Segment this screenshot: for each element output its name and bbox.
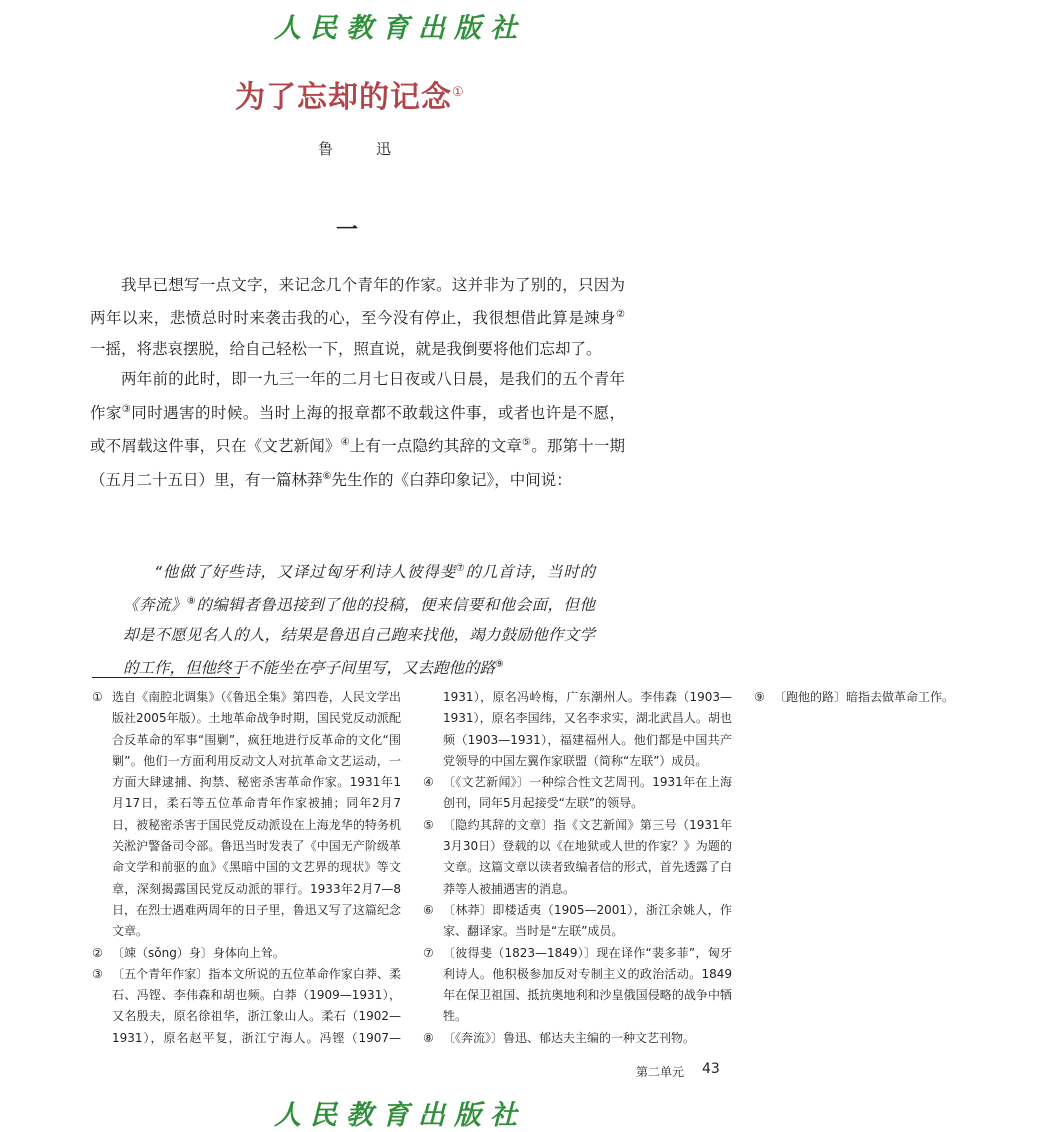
text-run: “他做了好些诗，又译过匈牙利诗人彼得斐 xyxy=(154,563,456,582)
article-title-text: 为了忘却的记念 xyxy=(235,80,452,115)
footnote-ref: ⑥ xyxy=(322,470,332,482)
footnote-item xyxy=(92,687,401,943)
footnote-divider xyxy=(92,677,240,678)
footnote-item xyxy=(423,772,732,815)
footnote-ref: ⑧ xyxy=(186,596,197,608)
footnote-text: 〔隐约其辞的文章〕指《文艺新闻》第三号（1931年3月30日）登载的以《在地狱或人世的作家？》为题的文章。这篇文章以读者致编者信的形式，首先透露了白莽等人被捕遇害的消息。 xyxy=(443,817,732,896)
footnote-ref: ② xyxy=(616,309,625,321)
footnote-marker: ① xyxy=(92,690,103,704)
footnote-item xyxy=(423,1028,732,1049)
paragraph xyxy=(90,270,625,364)
footnote-ref: ⑦ xyxy=(455,563,466,574)
footnote-marker: ⑤ xyxy=(423,817,434,832)
footnote-text: 〔五个青年作家〕指本文所说的五位革命作家白莽、柔石、冯铿、李伟森和胡也频。白莽（1909—1931），又名殷夫，原名徐祖华，浙江象山人。柔石（1902—1931），原名赵平复，浙江宁海人。冯铿（1907—1931），原名冯岭梅，广东潮州人。李伟森（1903—1931），原名李国纬，又名李求实，湖北武昌人。胡也频（1903—1931），福建福州人。他们都是中国共产党领导的中国左翼作家联盟（简称“左联”）成员。 xyxy=(112,690,732,1045)
article-title xyxy=(235,72,465,116)
title-footnote-ref: ① xyxy=(452,85,465,100)
footnote-marker: ⑦ xyxy=(423,945,434,960)
footnote-marker: ② xyxy=(92,945,103,960)
footnote-text: 〔彼得斐（1823—1849）〕现在译作“裴多菲”，匈牙利诗人。他积极参加反对专制主义的政治活动。1849年在保卫祖国、抵抗奥地利和沙皇俄国侵略的战争中牺牲。 xyxy=(443,945,732,1024)
text-run: 的几首诗，当时的《奔流》 xyxy=(123,563,595,615)
unit-label: 第二单元 xyxy=(636,1065,685,1079)
section-number: 一 xyxy=(336,217,359,243)
footnote-text: 选自《南腔北调集》（《鲁迅全集》第四卷，人民文学出版社2005年版）。土地革命战争时期，国民党反动派配合反革命的军事“围剿”，疯狂地进行反革命的文化“围剿”。他们一方面利用反动文人对抗革命文艺运动，一方面大肆逮捕、拘禁、秘密杀害革命作家。1931年1月17日，柔石等五位革命青年作家被捕；同年2月7日，被秘密杀害于国民党反动派设在上海龙华的特务机关淞沪警备司令部。鲁迅当时发表了《中国无产阶级革命文学和前驱的血》《黑暗中国的文艺界的现状》等文章，深刻揭露国民党反动派的罪行。1933年2月7—8日，在烈士遇难两周年的日子里，鲁迅又写了这篇纪念文章。 xyxy=(112,690,401,939)
footnote-text: 〔《文艺新闻》〕一种综合性文艺周刊。1931年在上海创刊，同年5月起接受“左联”的领导。 xyxy=(443,775,732,811)
quotation-paragraph xyxy=(123,554,595,683)
text-run: 同时遇害的时候。当时上海的报章都不敢载这件事，或者也许是不愿，或不屑载这件事，只在《文艺新闻》 xyxy=(90,403,625,456)
text-run: 一摇，将悲哀摆脱，给自己轻松一下，照直说，就是我倒要将他们忘却了。 xyxy=(90,339,602,358)
quotation-block xyxy=(123,554,595,683)
footnotes xyxy=(92,687,955,1057)
text-run: 。那第十一期（五月二十五日）里，有一篇林莽 xyxy=(90,437,625,490)
footnote-marker: ③ xyxy=(92,966,103,981)
footnote-ref: ⑨ xyxy=(495,659,504,671)
publisher-logo-top: 人民教育出版社 xyxy=(274,13,526,44)
author-name: 鲁 迅 xyxy=(318,140,406,158)
footnote-marker: ④ xyxy=(423,775,434,790)
footnote-marker: ⑥ xyxy=(423,902,434,917)
footnote-text: 〔《奔流》〕鲁迅、郁达夫主编的一种文艺刊物。 xyxy=(443,1030,696,1045)
text-run: 的编辑者鲁迅接到了他的投稿，便来信要和他会面，但他却是不愿见名人的人，结果是鲁迅自己跑来找他，竭力鼓励他作文学的工作，但他终于不能坐在亭子间里写，又去跑他的路 xyxy=(123,596,595,678)
body-text xyxy=(90,270,625,495)
footnote-ref: ③ xyxy=(121,403,132,415)
footnote-ref: ④ xyxy=(340,437,350,449)
text-run: 我早已想写一点文字，来记念几个青年的作家。这并非为了别的，只因为两年以来，悲愤总时时来袭击我的心，至今没有停止，我很想借此算是竦身 xyxy=(90,276,625,328)
footnote-ref: ⑤ xyxy=(522,437,532,449)
footnote-item xyxy=(423,815,732,900)
footnote-item xyxy=(423,900,732,943)
text-run: 先生作的《白莽印象记》，中间说： xyxy=(331,471,572,490)
footnote-text: 〔竦（sǒng）身〕身体向上耸。 xyxy=(112,945,285,960)
footnote-item xyxy=(92,943,401,964)
footnote-text: 〔林莽〕即楼适夷（1905—2001），浙江余姚人，作家、翻译家。当时是“左联”成员。 xyxy=(443,902,732,939)
footnote-marker: ⑧ xyxy=(423,1030,434,1045)
footnote-item xyxy=(754,687,1063,708)
text-run: 上有一点隐约其辞的文章 xyxy=(349,437,523,456)
footnote-marker: ⑨ xyxy=(754,690,765,704)
footnote-item xyxy=(423,943,732,1028)
paragraph xyxy=(90,364,625,495)
footnote-text: 〔跑他的路〕暗指去做革命工作。 xyxy=(774,690,955,704)
publisher-logo-bottom: 人民教育出版社 xyxy=(274,1100,526,1131)
page-number: 43 xyxy=(702,1061,720,1077)
text-run: 两年前的此时，即一九三一年的二月七日夜或八日晨，是我们的五个青年作家 xyxy=(90,370,625,422)
